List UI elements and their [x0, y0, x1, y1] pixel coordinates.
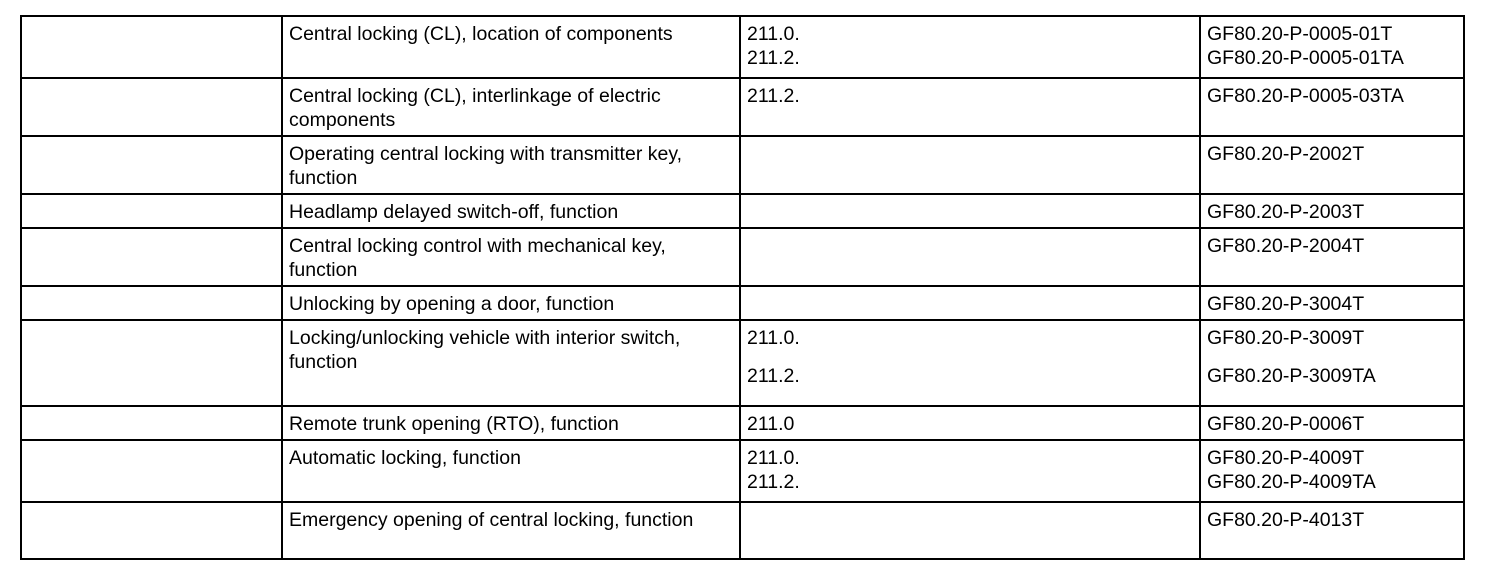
function-title: Locking/unlocking vehicle with interior switch, function	[289, 327, 681, 373]
table-row	[21, 136, 1464, 194]
document-cell	[1200, 78, 1464, 136]
document-cell	[1200, 136, 1464, 194]
spacer	[747, 350, 1193, 364]
table-row	[21, 440, 1464, 502]
table-row	[21, 320, 1464, 406]
document-code-link[interactable]: GF80.20-P-3004T	[1207, 293, 1365, 315]
blank-cell	[21, 320, 282, 406]
document-cell	[1200, 228, 1464, 286]
model-cell	[740, 320, 1200, 406]
function-title: Remote trunk opening (RTO), function	[289, 413, 619, 435]
blank-cell	[21, 440, 282, 502]
model-cell	[740, 286, 1200, 320]
document-code-link[interactable]: GF80.20-P-3009T	[1207, 327, 1365, 349]
blank-cell	[21, 228, 282, 286]
function-title-cell	[282, 194, 740, 228]
table-row	[21, 502, 1464, 559]
document-reference-table	[20, 15, 1465, 560]
table-row	[21, 78, 1464, 136]
table-row	[21, 228, 1464, 286]
blank-cell	[21, 194, 282, 228]
function-title: Automatic locking, function	[289, 447, 521, 469]
model-cell	[740, 440, 1200, 502]
model-number: 211.0.	[747, 447, 800, 469]
function-title-cell	[282, 320, 740, 406]
document-code-link[interactable]: GF80.20-P-0005-01T	[1207, 23, 1393, 45]
model-number: 211.2.	[747, 47, 800, 69]
document-cell	[1200, 286, 1464, 320]
function-title: Central locking control with mechanical key, function	[289, 235, 666, 281]
function-title: Operating central locking with transmitter key, function	[289, 143, 683, 189]
function-title: Unlocking by opening a door, function	[289, 293, 615, 315]
function-title-cell	[282, 502, 740, 559]
document-code-link[interactable]: GF80.20-P-0005-01TA	[1207, 47, 1404, 69]
blank-cell	[21, 136, 282, 194]
document-code-link[interactable]: GF80.20-P-4009TA	[1207, 471, 1376, 493]
document-cell	[1200, 502, 1464, 559]
table-row	[21, 286, 1464, 320]
table-row	[21, 406, 1464, 440]
model-cell	[740, 16, 1200, 78]
model-cell	[740, 406, 1200, 440]
model-cell	[740, 194, 1200, 228]
model-cell	[740, 502, 1200, 559]
table-row	[21, 16, 1464, 78]
function-title: Central locking (CL), interlinkage of electric components	[289, 85, 661, 131]
document-cell	[1200, 320, 1464, 406]
model-number: 211.0.	[747, 327, 800, 349]
document-code-link[interactable]: GF80.20-P-2003T	[1207, 201, 1365, 223]
blank-cell	[21, 78, 282, 136]
document-cell	[1200, 194, 1464, 228]
model-number: 211.0.	[747, 23, 800, 45]
function-title: Headlamp delayed switch-off, function	[289, 201, 619, 223]
document-cell	[1200, 440, 1464, 502]
document-cell	[1200, 16, 1464, 78]
table-row	[21, 194, 1464, 228]
function-title-cell	[282, 78, 740, 136]
function-title: Emergency opening of central locking, function	[289, 509, 694, 531]
model-cell	[740, 78, 1200, 136]
function-title-cell	[282, 286, 740, 320]
function-title-cell	[282, 136, 740, 194]
document-code-link[interactable]: GF80.20-P-4013T	[1207, 509, 1365, 531]
model-number: 211.2.	[747, 471, 800, 493]
function-title-cell	[282, 16, 740, 78]
document-cell	[1200, 406, 1464, 440]
model-number: 211.2.	[747, 365, 800, 387]
function-title-cell	[282, 228, 740, 286]
blank-cell	[21, 16, 282, 78]
model-cell	[740, 228, 1200, 286]
blank-cell	[21, 502, 282, 559]
document-code-link[interactable]: GF80.20-P-0005-03TA	[1207, 85, 1404, 107]
document-code-link[interactable]: GF80.20-P-3009TA	[1207, 365, 1376, 387]
model-number: 211.0	[747, 413, 795, 435]
document-code-link[interactable]: GF80.20-P-2002T	[1207, 143, 1365, 165]
blank-cell	[21, 406, 282, 440]
function-title: Central locking (CL), location of components	[289, 23, 673, 45]
blank-cell	[21, 286, 282, 320]
model-cell	[740, 136, 1200, 194]
function-title-cell	[282, 440, 740, 502]
document-code-link[interactable]: GF80.20-P-4009T	[1207, 447, 1365, 469]
model-number: 211.2.	[747, 85, 800, 107]
document-code-link[interactable]: GF80.20-P-2004T	[1207, 235, 1365, 257]
document-code-link[interactable]: GF80.20-P-0006T	[1207, 413, 1365, 435]
function-title-cell	[282, 406, 740, 440]
spacer	[1207, 350, 1457, 364]
